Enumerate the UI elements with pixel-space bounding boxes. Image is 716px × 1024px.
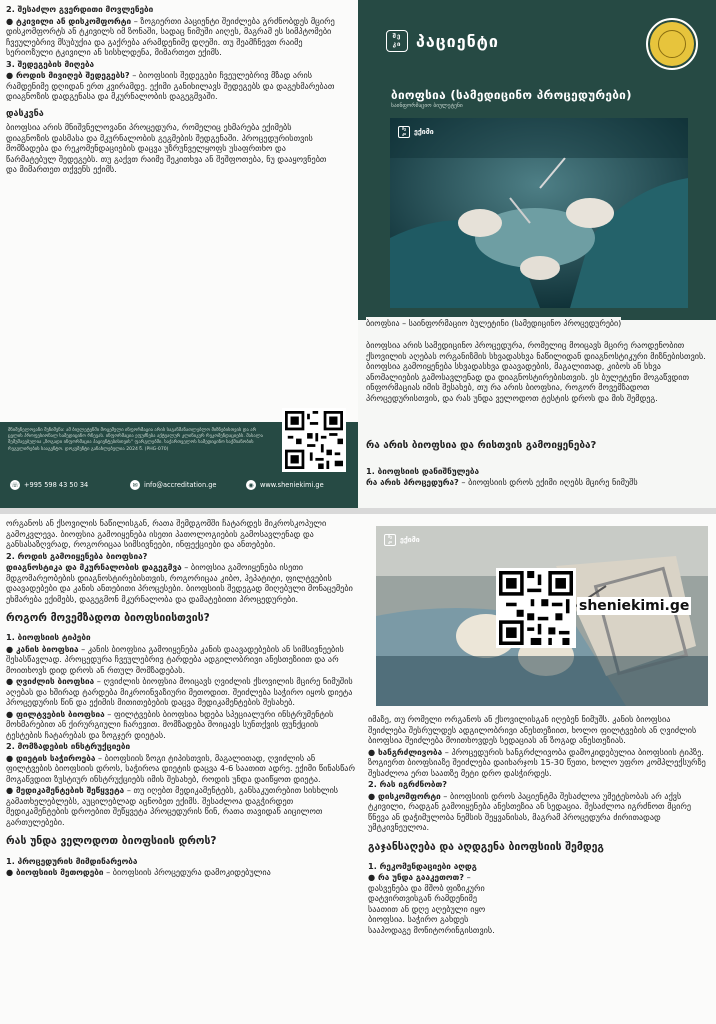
when-used-title: 2. როდის გამოიყენება ბიოფსია? [6,550,148,561]
email-address: info@accreditation.ge [144,481,217,489]
recovery-heading: გაჯანსაღება და აღდგენა ბიოფსიის შემდეგ [368,840,604,853]
procedure-course-title: 1. პროცედურის მიმდინარეობა [6,855,138,866]
top-left-column [6,4,336,176]
bottom-right-column [368,714,708,936]
mail-icon: ✉ [130,480,140,490]
methods-continued: იმაზე, თუ რომელი ორგანოს ან ქსოვილისგან იღებენ ნიმუშს. კანის ბიოფსია შეიძლება შესრულდეს ადგილობრივი ანესთეზიით, ხოლო ფილტვების ან ღვიძლის ბიოფსია შეიძლება მოითხოვდეს სედაციას ან ზოგად ანესთეზიას. [368,714,697,745]
page-two [0,514,716,1024]
website-link: www.sheniekimi.ge [260,481,324,489]
globe-icon: ◉ [246,480,256,490]
logo-mark-icon: შე კი [386,30,408,52]
disclaimer-text: მნიშვნელოვანი შენიშვნა: ამ ბიულეტენში მოცემული ინფორმაცია არის საგანმანათლებლო მიზნებისთვის და არ ცვლის პროფესიონალ სამედიცინო რჩევას. ინფორმაცია ეფუძნება აქტუალურ კლინიკურ რეკომენდაციებს. მასალა შემუშავებულია „ზოგადი ინფორმაცია პაციენტებისთვის“ ფარგლებში. საქართველოს სამედიცინო საქმიანობის რეგულირების სააგენტო. დოკუმენტი განახლებულია 2024 წ. (PHG-070) [8,428,263,452]
feel-title: 2. რას იგრძნობთ? [368,779,448,789]
accreditation-seal-icon [646,18,698,70]
photo-tag-label: ექიმი [400,536,420,544]
surgery-photo [390,118,688,308]
surgery-scene-image [390,118,688,308]
medication-item: ● მედიკამენტების შეწყვეტა – თუ იღებთ მედიკამენტებს, განსაკუთრებით სისხლის გამათხელებლებს, აუცილებლად აცნობეთ ექიმს. შესაძლოა დაგჭირდეთ მედიკამენტების დროებით შეწყვეტა პროცედურის წინ, რათა თავიდან აიცილოთ გართულებები. [6,785,339,827]
results-title: 3. შედეგების მიღება [6,58,95,69]
phone-contact[interactable] [10,480,88,490]
photo-tag [384,534,420,546]
page-one [0,0,716,508]
brand-logo [386,30,499,52]
contact-footer [0,422,358,508]
what-to-do-item: ● რა უნდა გააკეთოთ? – დასვენება და მშობ ფიზიკური დატვირთვისგან რამდენიმე საათით ან დღე აღებული იყო ბიოფსია. საჭირო გახდეს სააპოდაგე მონიტორინგისთვის. [368,872,495,935]
pain-item: ● ტკივილი ან დისკომფორტი – ზოგიერთი პაციენტი შეიძლება გრძნობდეს მცირე დისკომფორტს ან ტკივილს იმ ზონაში, სადაც ნიმუში აიღეს, მაგრამ ეს სიმპტომები ჩვეულებრივ მსუბუქია და გაქრება არამდენიმე დღეში. თუ შეამჩნევთ რაიმე სერიოზული ტკივილი ან სისხლდენა, მიმართეთ ექიმს. [6,15,335,57]
photo-caption: ბიოფსია – საინფორმაციო ბულეტინი (სამედიცინო პროცედურები) [366,319,622,328]
discomfort-item: ● დისკომფორტი – ბიოფსიის დროს პაციენტმა შესაძლოა უმეტესობას არ აქვს ტკივილი, რადგან გამოიყენება ანესთეზია ან სედაცია. შესაძლოა იგრძნოთ მცირე წნევა ან დაჭიმულობა ნემსის შეყვანისას, მაგრამ პროცედურა ძირითადად უმტკივნეულოა. [368,790,692,832]
diet-item: ● დიეტის საჭიროება – ბიოფსიის ზოგი ტიპისთვის, მაგალითად, ღვიძლის ან ფილტვების ბიოფსიის დროს, საჭიროა დიეტის დაცვა 4-6 საათით ადრე. ექიმი წინასწარ მოგაწვდით ზუსტიურ ინსტრუქციებს იმის შესახებ, როდის უნდა დაიწყოთ დიეტა. [6,752,355,784]
right-panel [358,0,716,508]
qr-code-bottom-icon [496,568,576,648]
what-is-heading: რა არის ბიოფსია და რისთვის გამოიყენება? [366,440,597,451]
purpose-item: რა არის პროცედურა? – ბიოფსიის დროს ექიმი იღებს მცირე ნიმუშს [366,476,638,487]
methods-item: ● ბიოფსიის მეთოდები – ბიოფსიის პროცედურა დამოკიდებულია [6,867,271,878]
duration-item: ● ხანგრძლივობა – პროცედურის ხანგრძლივობა დამოკიდებულია ბიოფსიის ტიპზე. ზოგიერთ ბიოფსიაზე შეიძლება დაიხარჯოს 15-30 წუთი, ხოლო უფრო კომპლექსურზე შესაძლოა ერთ საათზე მეტი დრო დასჭირდეს. [368,746,706,778]
conclusion-text: ბიოფსია არის მნიშვნელოვანი პროცედურა, რომელიც ეხმარება ექიმებს დიაგნოზის დასმასა და მკურნალობის გეგმების შედგენაში. პროცედურისთვის მომზადება და რეკომენდაციების დაცვა უზრუნველყოფს უსაფრთხო და წარმატებულ შედეგებს. თუ გაქვთ რაიმე შეკითხვა ან შეშფოთება, ნუ დააყოვნებთ და მიმართეთ თქვენს ექიმს. [6,122,327,175]
qr-code-icon [282,408,346,472]
email-contact[interactable] [130,480,217,490]
skin-biopsy-item: ● კანის ბიოფსია – კანის ბიოფსია გამოიყენება კანის დაავადებების ან სიმსივნეების შესასწავლად. პროცედურა ჩვეულებრივ ტარდება ადგილობრივი ანესთეზიით და არ მოითხოვს დიდ დროს ან რთულ მომზადებას. [6,643,344,675]
prep-instructions-title: 2. მომზადების ინსტრუქციები [6,741,131,752]
bulletin-subtitle: საინფორმაციო ბიულეტენი [391,103,463,109]
liver-biopsy-item: ● ღვიძლის ბიოფსია – ღვიძლის ბიოფსია მოიცავს ღვიძლის ქსოვილის მცირე ნიმუშის აღებას და ხშირად ტარდება მიკროინვაზიური მეთოდით. შეიძლება საჭირო იყოს დიეტა პროცედურის წინ და ექიმის მითითებების დაცვა მედიკამენტების შესახებ. [6,676,353,708]
bottom-left-column [6,518,356,879]
website-watermark[interactable]: sheniekimi.ge [579,598,690,614]
purpose-title: 1. ბიოფსიის დანიშნულება [366,466,480,476]
side-effects-title: 2. შესაძლო გვერდითი მოვლენები [6,4,154,14]
phone-icon: ☏ [11,481,19,489]
conclusion-heading: დასკვნა [6,108,44,119]
tag-logo-icon: შე კი [398,126,410,138]
purpose-continued: ორგანოს ან ქსოვილის ნაწილისგან, რათა შემდგომში ჩატარდეს მიკროსკოპული გამოკვლევა. ბიოფსია გამოიყენება ისეთი პათოლოგიების გამოსავლენად და განსასაზღვრად, როგორიცაა სიმსივნეები, ინფექციები და ანთებები. [6,518,327,549]
purpose-section [366,466,706,487]
recommendations-title: 1. რეკომენდაციები აღდგ [368,860,477,871]
bulletin-title: ბიოფსია (სამედიცინო პროცედურები) [391,88,632,102]
phone-number: +995 598 43 50 34 [24,481,89,489]
website-contact[interactable] [246,480,324,490]
lung-biopsy-item: ● ფილტვების ბიოფსია – ფილტვების ბიოფსია ხდება სპეციალური ინსტრუმენტის მოხმარებით ან ქირურგიული ჩარევით. მომზადება მოიცავს სუნთქვის ფუნქციის ტესტების ჩატარებას და ზოგჯერ დიეტას. [6,708,334,740]
biopsy-types-title: 1. ბიოფსიის ტიპები [6,632,91,643]
photo-tag [398,126,434,138]
intro-text: ბიოფსია არის სამედიცინო პროცედურა, რომელიც მოიცავს მცირე რაოდენობით ქსოვილის აღებას ორგანიზმის სხვადასხვა ნაწილიდან დიაგნოსტიკური მიზნებისთვის. ბიოფსია გამოიყენება სხვადასხვა დაავადების, მაგალითად, კიბოს ან სხვა ანომალიების გამოსავლენად და დიაგნოსტირებისთვის. ეს ბულეტენი მოგაწვდით ინფორმაციას იმის შესახებ, თუ რა არის ბიოფსია, როგორ მოვემზადოთ პროცედურისთვის, და რას უნდა ველოდოთ ტესტის დროს და მის შემდეგ. [366,340,706,403]
brand-name: პაციენტი [416,31,499,51]
diagnosis-item: დიაგნოსტიკა და მკურნალობის დაგეგმვა – ბიოფსია გამოიყენება ისეთი მდგომარეობების დიაგნოსტირებისთვის, როგორიცაა კიბო, ჰეპატიტი, ფილტვების დაავადებები და კანის ანთებითი პროცესები. ბიოფსიის შედეგად მიღებული მონაცემები ეხმარება ექიმებს, დაგეგმონ მკურნალობა და დამატებითი პროცედურები. [6,562,353,604]
tag-logo-icon: შე კი [384,534,396,546]
photo-tag-label: ექიმი [414,128,434,136]
results-item: ● როდის მივიღებ შედეგებს? – ბიოფსიის შედეგები ჩვეულებრივ მზად არის რამდენიმე დღიდან ერთ კვირამდე. ექიმი განიხილავს შედეგებს და დაგეხმარებათ დიაგნოზის დადგენასა და მკურნალობის დაგეგმვაში. [6,70,335,101]
preparation-heading: როგორ მოვემზადოთ ბიოფსიისთვის? [6,612,210,624]
during-biopsy-heading: რას უნდა ველოდოთ ბიოფსიის დროს? [6,835,217,848]
